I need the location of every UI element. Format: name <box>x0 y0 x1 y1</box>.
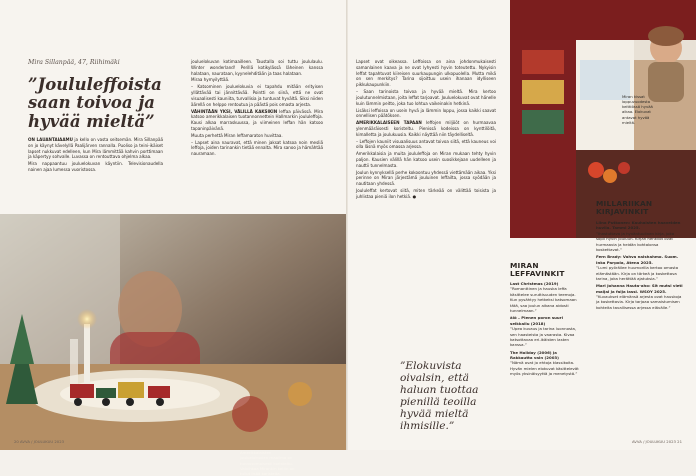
paragraph-text: Lapset ovat oikeassa. Leffoissa on aina johdonmukaisesti samanlainen kaava ja ne ovat lyhyesti hyvin toteutettu. Nykyisin leffat tapahtuvat kiireisen suurkaupungin ulkopuolella. Mutta mikä on sen merkitys? Tarina sijoittuu usein ihanaan idylliseen pikkukaupunkiin. <box>356 59 496 88</box>
dinner-table-illustration <box>0 214 346 450</box>
paragraph <box>191 133 323 139</box>
paragraph-text: – Leffojen kauniit visuaalisuus antavat toivoa siitä, että kauneus voi olla läsnä myös omassa arjessa. <box>356 138 496 150</box>
paragraph-text: Miraa hymyilyttää. <box>191 77 230 83</box>
list-item-title: Mari Johanna Hauta-aho: Sit mutsi vieti maijai ja faija lassi. WSOY 2025. <box>596 283 683 294</box>
list-item-title: Fern Brady: Vahva naishahmo. Suom. Inka Parpola, Atena 2025. <box>596 254 679 265</box>
paragraph <box>356 59 496 88</box>
photo-caption-right: Miran kissat loppuvuodesta keittiössä hyvää aikaa. Elokuvat antavat hyvää mieltä. <box>622 94 653 125</box>
books-title: MILLARIIKAN KIRJAVINKIT <box>596 199 653 216</box>
paragraph-text: ja kello on vasta seitsemän. Mira Sillanpää on jo käynyt kävelyllä Paalijärven rannalla. Puoliso ja teini-ikäiset lapset nukkuvat edelleen, kun Mira lämmittää kahvin porttimaan ja käpertyy sohvalle. Luvassa on rentouttava ohjelma alkaa. <box>28 137 163 160</box>
list-item-title: The Holiday (2006) ja Rakkautta vain (2003) <box>510 349 559 361</box>
paragraph <box>28 161 163 173</box>
right-column-1 <box>356 59 496 201</box>
films-title: MIRAN LEFFAVINKIT <box>510 261 565 278</box>
list-item-title: älö – Pienen poron suuri seikkailu (2018) <box>510 315 563 326</box>
right-folio: AVVA / JOULUKUU 2023 21 <box>631 439 682 444</box>
paragraph-text: Joululeffat kertovat siitä, miten tärkeää on välittää toisista ja juhlistaa pieniä ilon hetkiä. ● <box>356 188 496 199</box>
books-list <box>596 220 684 312</box>
paragraph-text: – Lapset aina nauravat, että minen jaksat katsoa noin mesliä leffoja, joiden tarinankin tietää ennalta. Mira sanoo ja hämähtää nauramaan. <box>191 139 323 157</box>
paragraph-text: – Katsominen jouluelokuvia ei tapahdu mitään erityisen yllättävää tai jännittävää. Pointti on siinä, että ne ovat visuaalisesti kauniita, turvallisia ja tuntuvat hyvältä. Siksi niiden äärellä on helppo rentoutua ja päästä pois omasta arjesta. <box>191 84 323 107</box>
paragraph <box>356 188 496 200</box>
paragraph-text: leffaa päivässä. Mira katsoo amerikkalaisen tuotannonnettein Hallmarkin joululeffoja. Kausi alkaa marraskuussa, ja viimeinen leffan hän katsoo tapaninpäivänä. <box>191 108 324 131</box>
paragraph-text: Muuta perhettä Miran leffamaraton huvittaa. <box>191 132 283 138</box>
paragraph <box>356 120 496 137</box>
paragraph-text: Mira nappaantuu jouluelokuvan käyntiin. Televisionaudella nainen ajaa lumessa vuoristossa. <box>28 161 163 173</box>
right-page <box>348 0 696 450</box>
left-column-1 <box>28 137 163 174</box>
photo-caption-left: Amerikkalaisten jouluelokuvien maailma on tunnusomaisesti koristeltu. Valvihkaa Mirankin kotiin on tullut lisää koristeita. <box>240 450 295 476</box>
paragraph <box>356 108 496 120</box>
paragraph <box>191 109 323 132</box>
headline: ”Joululeffoista saan toivoa ja hyvää mieltä” <box>28 75 162 131</box>
paragraph-text: jouluelokuvan kotimaailleen. Taustalla soi tuttu joululaulu. Winter wonderland! Perillä kotikylässä läheinen kanssa halataan, naurataan, kyynelehditään ja taas halataan. <box>191 59 323 76</box>
paragraph <box>191 77 323 83</box>
films-list <box>510 281 580 379</box>
pull-quote: ”Elokuvista oivalsin, että haluan tuottaa pienillä teoilla hyvää mieltä ihmisille.” <box>400 360 479 433</box>
family-photo <box>0 214 346 476</box>
paragraph-text: – Saan tarinoista toivoa ja hyvää mieltä. Mira kertoo joulutunnelmistaan, joita leffat tarjoavat. Jouluelokuvat ovat hänelle kuin lämmin peitto, joka tuo lohtua vaikeinakin hetkinä. <box>356 89 496 106</box>
list-item-text: ”Upea kuvaus ja tarina luonnosta, sen haasteista ja vaarasta. Kivaa katsottavaa eri-ikäisten lasten kanssa.” <box>510 326 577 348</box>
paragraph <box>356 89 496 106</box>
paragraph-text: leffojen miljööt on hurmaavaa ylenmääräisesti koristeltu. Pienissä kodeissa on kynttilöitä, kimalletta ja joulukuusia. Kaikki näyttää niin täydelliseltä. <box>356 120 496 137</box>
list-item-text: ”Romanttinen ja hauska leffa käsittelee suruttisuuden teemoja. Kun pysähtyy hetkeksi katsomaan tätä, saa joulun aikana aidosti tunnelmaan.” <box>510 286 577 313</box>
paragraph <box>28 137 163 160</box>
list-item-title: Liina Putkonen: Kauhaisten haaveiden huvila. Tammi 2025. <box>596 220 681 231</box>
paragraph <box>356 139 496 151</box>
left-folio: 20 AVVA / JOULUKUU 2023 <box>14 439 65 444</box>
paragraph <box>191 140 323 157</box>
paragraph <box>191 84 323 107</box>
paragraph <box>356 170 496 187</box>
paragraph-lead: ON LAUANTAIAAMU <box>28 137 73 142</box>
list-item-text: ”Lumi pyöräilee huumorilla kertoo omasta elämästään. Kirja on tärkeä ja koskettava tarina, joka herättää ajatuksia.” <box>596 265 679 281</box>
paragraph-lead: AMERIKKALAISEEN TAPAAN <box>356 120 422 126</box>
paragraph <box>356 151 496 168</box>
paragraph-lead: VÄHINTÄÄN YKSI, VÄLILLÄ KAKSIKIN <box>191 108 278 114</box>
byline: Mira Sillanpää, 47, Riihimäki <box>28 59 120 66</box>
list-item-text: ”Ihastuttava ja hyväntuulinen kirja, joka sopii hyvin jouluun. Kirjan henkilöt ovat hurmaavia ja heidän kohtalonsa koskettavat.” <box>596 230 675 252</box>
paragraph-text: Lisäksi leffoissa on usein hyvä ja lämmin loppu, jossa kaikki saavat onnellisen päätöksen. <box>356 107 496 119</box>
list-item-text: ”Nämä ovat jo ehtoja klassikoita. Hyvän mielen elokuvat käsittelevät myös yksinäisyyttä ja menetystä.” <box>510 360 579 377</box>
paragraph <box>191 59 323 76</box>
list-item-title: Last Christmas (2019) <box>510 281 559 286</box>
paragraph-text: Joulun kynnyksellä perhe kokoontuu yhdessä viettämään aikaa. Yksi perinne on Miran järjestämä jouluinen leffailta, jossa syödään ja nautitaan yhdessä. <box>356 169 496 187</box>
list-item-text: ”Kuvaukset elämänsä arjesta ovat hauskoja ja koskettavia. Kirja tarjoaa samaistumisen kohteita tavallisessa arjessa elävälle.” <box>596 294 682 310</box>
left-column-2 <box>191 59 323 158</box>
paragraph-text: Amerikkalaisia ja muita joululeffoja on Miran mukaan tehty hyvin paljon. Kausien välillä hän katsoo usein suosikkejaan uudelleen ja nauttii tunnelmasta. <box>356 151 496 168</box>
